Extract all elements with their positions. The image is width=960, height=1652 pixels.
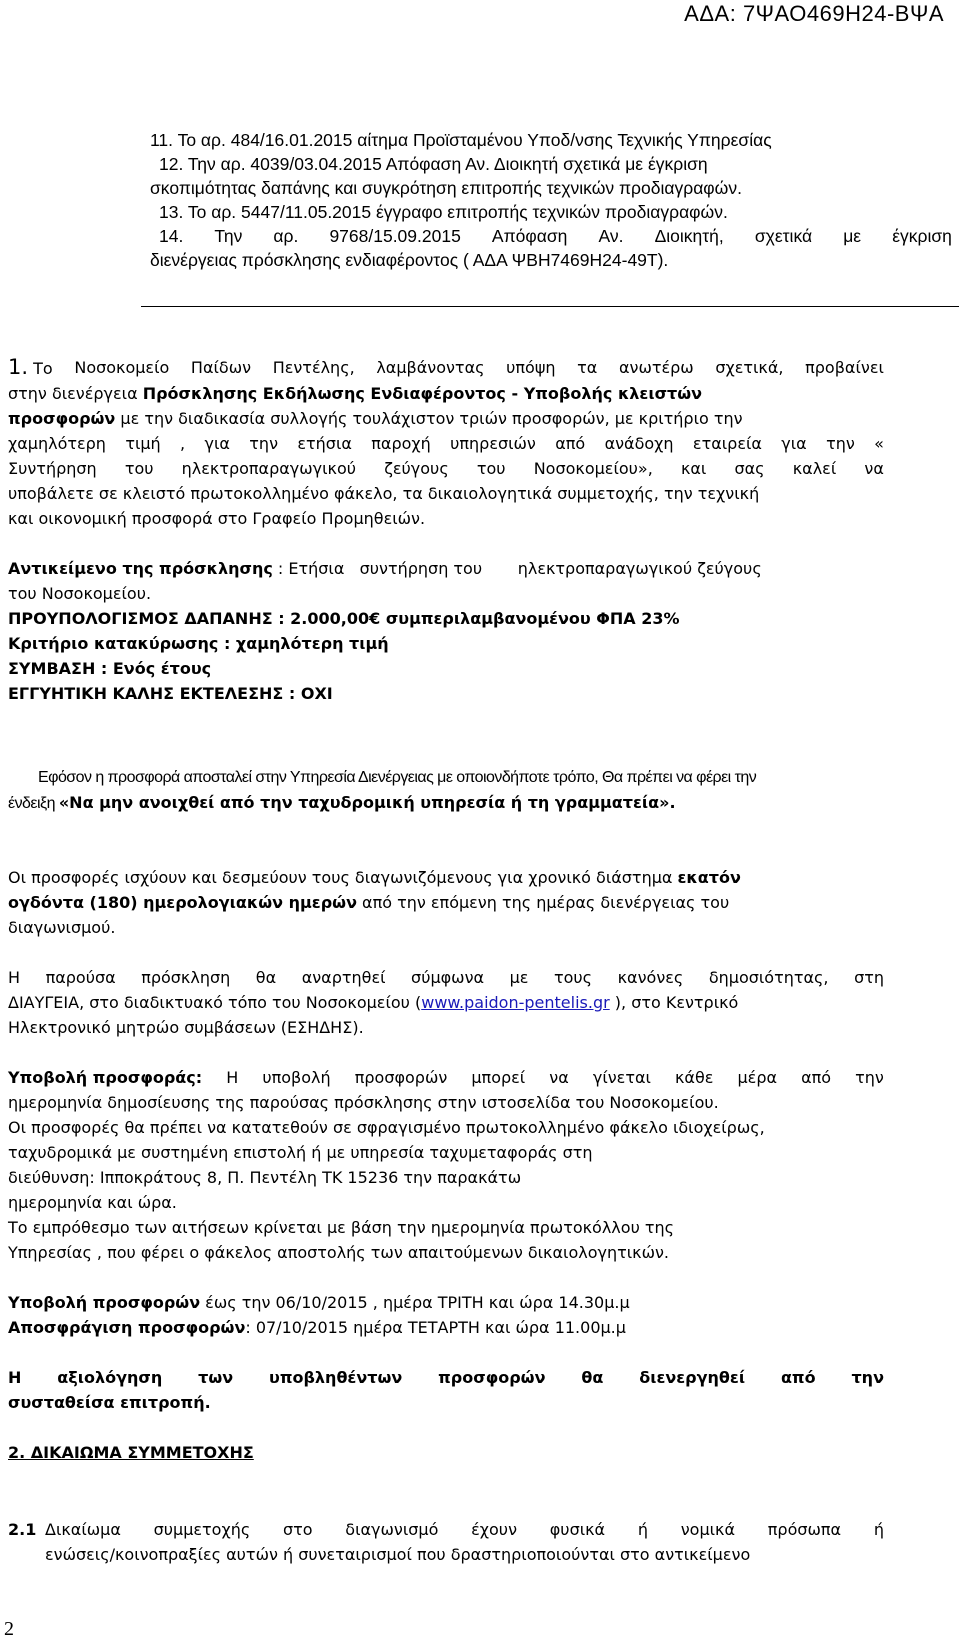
submission-line-8: Υπηρεσίας , που φέρει ο φάκελος αποστολής των απαιτούμενων δικαιολογητικών. bbox=[8, 1243, 669, 1262]
deadlines-block bbox=[8, 1290, 884, 1340]
subject-line: Αντικείμενο της πρόσκλησης : Ετήσια συντήρηση του ηλεκτροπαραγωγικού ζεύγους bbox=[8, 559, 762, 578]
validity-block bbox=[8, 865, 884, 940]
section-2-1-line-2: ενώσεις/κοινοπραξίες αυτών ή συνεταιρισμοί που δραστηριοποιούνται στο αντικείμενο bbox=[45, 1545, 751, 1564]
publication-line-1: Η παρούσα πρόσκληση θα αναρτηθεί σύμφωνα με τους κανόνες δημοσιότητας, στη bbox=[8, 968, 884, 987]
contract-line: ΣΥΜΒΑΣΗ : Ενός έτους bbox=[8, 659, 212, 678]
validity-line-2: ογδόντα (180) ημερολογιακών ημερών από την επόμενη της ημέρας διενέργειας του bbox=[8, 893, 730, 912]
budget-line: ΠΡΟΥΠΟΛΟΓΙΣΜΟΣ ΔΑΠΑΝΗΣ : 2.000,00€ συμπεριλαμβανομένου ΦΠΑ 23% bbox=[8, 609, 680, 628]
notice-block bbox=[8, 765, 884, 816]
document-body bbox=[8, 355, 884, 1567]
publication-block bbox=[8, 965, 884, 1040]
subject-block bbox=[8, 556, 884, 706]
section-1-line-7: και οικονομική προσφορά στο Γραφείο Προμηθειών. bbox=[8, 509, 426, 528]
section-1-line-2: στην διενέργεια Πρόσκλησης Εκδήλωσης Ενδιαφέροντος - Υποβολής κλειστών bbox=[8, 384, 703, 403]
validity-line-1: Οι προσφορές ισχύουν και δεσμεύουν τους διαγωνιζόμενους για χρονικό διάστημα εκατόν bbox=[8, 868, 741, 887]
subject-cont: του Νοσοκομείου. bbox=[8, 584, 152, 603]
publication-line-3: Ηλεκτρονικό μητρώο συμβάσεων (ΕΣΗΔΗΣ). bbox=[8, 1018, 364, 1037]
section-1 bbox=[8, 355, 884, 531]
publication-line-2: ΔΙΑΥΓΕΙΑ, στο διαδικτυακό τόπο του Νοσοκομείου (www.paidon-pentelis.gr ), στο Κεντρικό bbox=[8, 993, 739, 1012]
reference-12: 12. Την αρ. 4039/03.04.2015 Απόφαση Αν. Διοικητή σχετικά με έγκριση bbox=[159, 154, 708, 174]
submission-deadline: Υποβολή προσφορών έως την 06/10/2015 , ημέρα ΤΡΙΤΗ και ώρα 14.30μ.μ bbox=[8, 1293, 630, 1312]
section-2-1 bbox=[8, 1517, 884, 1567]
section-2-heading: 2. ΔΙΚΑΙΩΜΑ ΣΥΜΜΕΤΟΧΗΣ bbox=[8, 1443, 254, 1462]
section-1-line-4: χαμηλότερη τιμή , για την ετήσια παροχή υπηρεσιών από ανάδοχη εταιρεία για την « bbox=[8, 434, 884, 453]
reference-11: 11. Το αρ. 484/16.01.2015 αίτημα Προϊσταμένου Υποδ/νσης Τεχνικής Υπηρεσίας bbox=[150, 130, 772, 150]
submission-line-3: Οι προσφορές θα πρέπει να κατατεθούν σε σφραγισμένο πρωτοκολλημένο φάκελο ιδιοχείρως, bbox=[8, 1118, 765, 1137]
submission-block bbox=[8, 1065, 884, 1265]
section-1-line-3: προσφορών με την διαδικασία συλλογής τουλάχιστον τριών προσφορών, με κριτήριο την bbox=[8, 409, 743, 428]
section-1-line-1: 1. Το Νοσοκομείο Παίδων Πεντέλης, λαμβάνοντας υπόψη τα ανωτέρω σχετικά, προβαίνει bbox=[8, 355, 884, 379]
reference-14: 14. Την αρ. 9768/15.09.2015 Απόφαση Αν. Διοικητή, σχετικά με έγκριση bbox=[159, 226, 952, 246]
submission-line-2: ημερομηνία δημοσίευσης της παρούσας πρόσκλησης στην ιστοσελίδα του Νοσοκομείου. bbox=[8, 1093, 719, 1112]
submission-line-7: Το εμπρόθεσμο των αιτήσεων κρίνεται με βάση την ημερομηνία πρωτοκόλλου της bbox=[8, 1218, 675, 1237]
criterion-line: Κριτήριο κατακύρωσης : χαμηλότερη τιμή bbox=[8, 634, 389, 653]
section-1-line-5: Συντήρηση του ηλεκτροπαραγωγικού ζεύγους του Νοσοκομείου», και σας καλεί να bbox=[8, 459, 884, 478]
validity-line-3: διαγωνισμού. bbox=[8, 918, 116, 937]
reference-13: 13. Το αρ. 5447/11.05.2015 έγγραφο επιτροπής τεχνικών προδιαγραφών. bbox=[159, 202, 728, 222]
submission-line-6: ημερομηνία και ώρα. bbox=[8, 1193, 177, 1212]
horizontal-rule bbox=[141, 306, 959, 307]
references-list bbox=[150, 128, 952, 272]
evaluation-block bbox=[8, 1365, 884, 1415]
hospital-website-link[interactable]: www.paidon-pentelis.gr bbox=[421, 993, 610, 1012]
submission-line-1: Υποβολή προσφοράς: Η υποβολή προσφορών μπορεί να γίνεται κάθε μέρα από την bbox=[8, 1068, 884, 1087]
submission-line-5: διεύθυνση: Ιπποκράτους 8, Π. Πεντέλη ΤΚ 15236 την παρακάτω bbox=[8, 1168, 522, 1187]
page-number: 2 bbox=[4, 1618, 14, 1640]
reference-12-cont: σκοπιμότητας δαπάνης και συγκρότηση επιτροπής τεχνικών προδιαγραφών. bbox=[150, 178, 742, 198]
ada-code: ΑΔΑ: 7ΨΑΟ469Η24-ΒΨΑ bbox=[684, 1, 944, 26]
guarantee-line: ΕΓΓΥΗΤΙΚΗ ΚΑΛΗΣ ΕΚΤΕΛΕΣΗΣ : ΟΧΙ bbox=[8, 684, 333, 703]
submission-line-4: ταχυδρομικά με συστημένη επιστολή ή με υπηρεσία ταχυμεταφοράς στη bbox=[8, 1143, 593, 1162]
section-1-line-6: υποβάλετε σε κλειστό πρωτοκολλημένο φάκελο, τα δικαιολογητικά συμμετοχής, την τεχνική bbox=[8, 484, 760, 503]
evaluation-line-1: Η αξιολόγηση των υποβληθέντων προσφορών θα διενεργηθεί από την bbox=[8, 1368, 884, 1387]
section-2-1-line-1: 2.1 Δικαίωμα συμμετοχής στο διαγωνισμό έχουν φυσικά ή νομικά πρόσωπα ή bbox=[8, 1520, 884, 1539]
reference-14-cont: διενέργειας πρόσκλησης ενδιαφέροντος ( ΑΔΑ ΨΒΗ7469Η24-49Τ). bbox=[150, 250, 669, 270]
evaluation-line-2: συσταθείσα επιτροπή. bbox=[8, 1393, 211, 1412]
notice-line-1: Εφόσον η προσφορά αποσταλεί στην Υπηρεσία Διενέργειας με οποιονδήποτε τρόπο, Θα πρέπει να φέρει την bbox=[38, 769, 757, 786]
opening-date: Αποσφράγιση προσφορών: 07/10/2015 ημέρα ΤΕΤΑΡΤΗ και ώρα 11.00μ.μ bbox=[8, 1318, 626, 1337]
notice-line-2: ένδειξη «Να μην ανοιχθεί από την ταχυδρομική υπηρεσία ή τη γραμματεία». bbox=[8, 793, 676, 812]
